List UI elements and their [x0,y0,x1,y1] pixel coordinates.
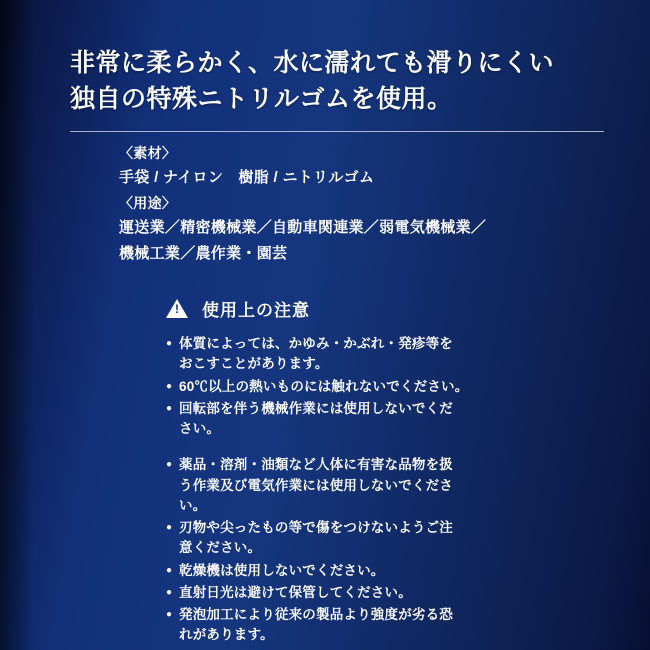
headline-line-1: 非常に柔らかく、水に濡れても滑りにくい [70,49,555,77]
list-item: ● 回転部を伴う機械作業には使用しないでくだ さい。 [166,399,496,440]
material-value: 手袋 / ナイロン 樹脂 / ニトリルゴム [119,169,375,187]
usage-notice-header [166,296,496,321]
list-item: ● 刃物や尖ったもの等で傷をつけないようご注 意ください。 [166,518,496,559]
list-item: ● 薬品・溶剤・油類など人体に有害な品物を扱 う作業及び電気作業には使用しないでくださ い。 [166,455,496,516]
warning-triangle-icon [166,299,188,318]
material-label: 〈素材〉 [119,145,177,161]
use-value-line-1: 運送業／精密機械業／自動車関連業／弱電気機械業／ [119,218,487,236]
usage-notice [166,296,496,648]
headline [70,46,610,117]
list-item: ● 発泡加工により従来の製品より強度が劣る恐 れがあります。 [166,605,496,646]
divider [70,131,604,132]
usage-notice-title: 使用上の注意 [202,301,310,320]
list-item: ● 乾燥機は使用しないでください。 [166,561,496,581]
use-label: 〈用途〉 [119,194,177,211]
use-value-line-2: 機械工業／農作業・園芸 [119,244,288,262]
headline-line-2: 独自の特殊ニトリルゴムを使用。 [70,84,453,113]
list-item: ● 60℃以上の熱いものには触れないでください。 [166,377,496,397]
list-item: ● 直射日光は避けて保管してください。 [166,583,496,603]
usage-notice-list [166,334,496,646]
specs-block [119,141,599,267]
list-item: ● 体質によっては、かゆみ・かぶれ・発疹等を おこすことがあります。 [166,334,496,375]
